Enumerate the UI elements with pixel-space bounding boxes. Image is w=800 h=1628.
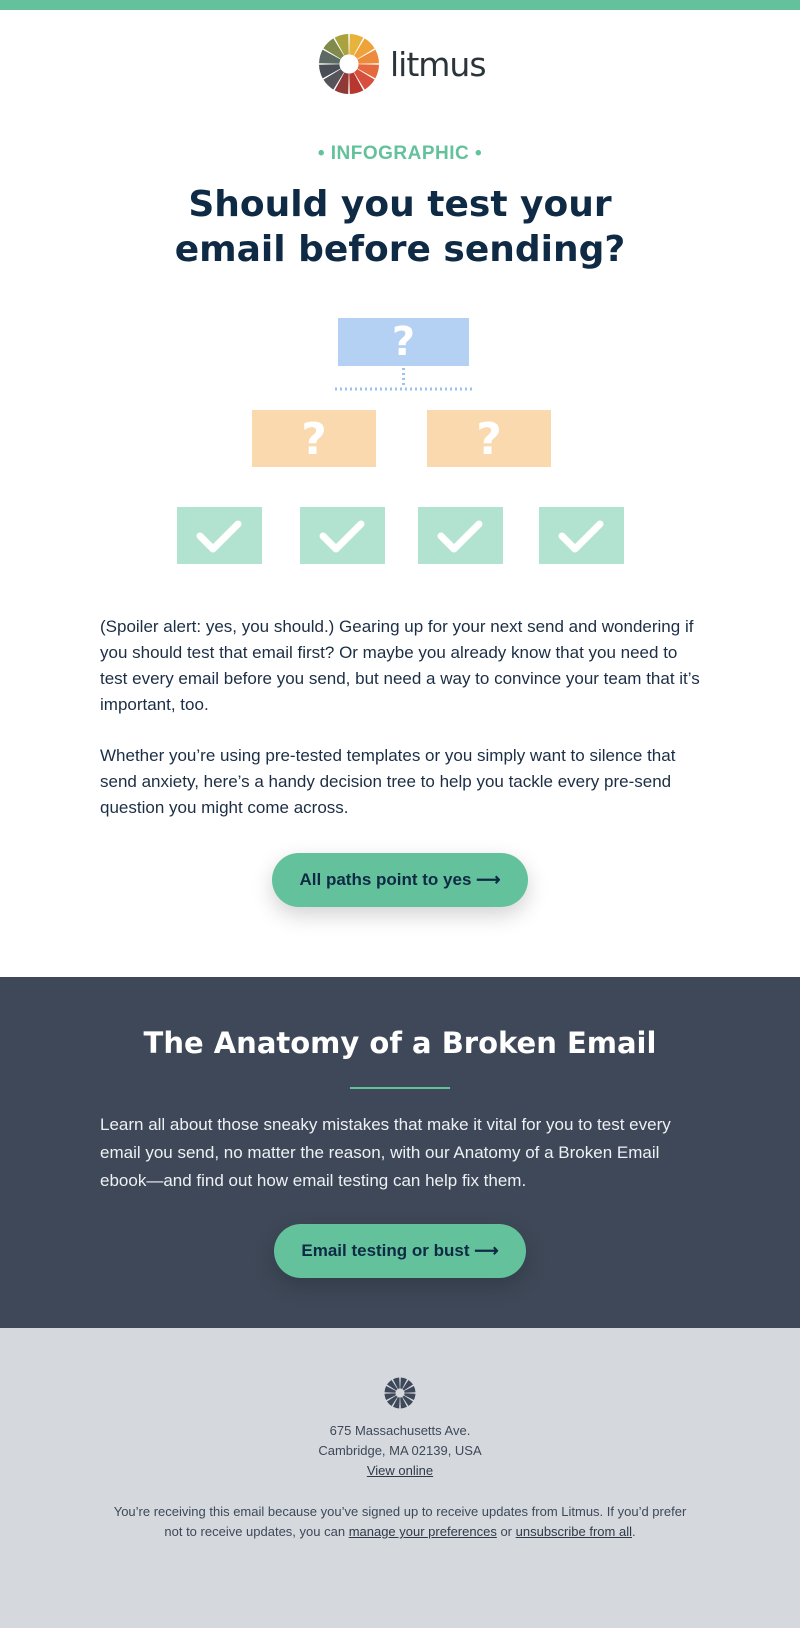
tree-leaf-4 xyxy=(539,507,624,564)
view-online-row xyxy=(0,1463,800,1478)
decision-tree-graphic xyxy=(170,310,630,570)
ebook-title: The Anatomy of a Broken Email xyxy=(143,1026,657,1060)
tree-leaf-3 xyxy=(418,507,503,564)
tree-middle-question-left: ? xyxy=(301,414,327,465)
footer-note-prefix: You’re receiving this email because you’ve signed up to receive updates from Litmus. If you’d prefer not to receive updates, you can xyxy=(113,1504,687,1539)
tree-middle-question-right: ? xyxy=(476,414,502,465)
litmus-logo[interactable] xyxy=(318,33,486,95)
section-kicker: • INFOGRAPHIC • xyxy=(317,143,483,164)
unsubscribe-link[interactable]: unsubscribe from all xyxy=(515,1524,632,1539)
logo-wordmark: litmus xyxy=(390,44,486,84)
manage-preferences-link[interactable]: manage your preferences xyxy=(348,1524,497,1539)
page-title: Should you test your email before sending? xyxy=(174,184,626,270)
top-accent-bar xyxy=(0,0,800,10)
intro-paragraph-1: (Spoiler alert: yes, you should.) Gearing up for your next send and wondering if you should test that email first? Or maybe you already know that you need to test every email before you send, but need a way to convince your team that it’s important, too. xyxy=(100,617,700,714)
email-testing-button[interactable]: Email testing or bust ⟶ xyxy=(274,1224,526,1278)
tree-leaf-2 xyxy=(300,507,385,564)
view-online-link[interactable]: View online xyxy=(366,1463,434,1478)
litmus-footer-icon xyxy=(384,1377,416,1409)
title-divider xyxy=(350,1087,450,1089)
intro-paragraph-2: Whether you’re using pre-tested templates or you simply want to silence that send anxiety, here’s a handy decision tree to help you tackle every pre-send question you might come across. xyxy=(100,746,676,817)
footer-note-middle: or xyxy=(496,1524,516,1539)
footer-note xyxy=(110,1502,690,1542)
address-line-1: 675 Massachusetts Ave. xyxy=(329,1423,471,1438)
footer xyxy=(0,1328,800,1628)
ebook-description: Learn all about those sneaky mistakes that make it vital for you to test every email you send, no matter the reason, with our Anatomy of a Broken Email ebook—and find out how email testing can help fix them. xyxy=(100,1115,671,1190)
all-paths-yes-button[interactable]: All paths point to yes ⟶ xyxy=(272,853,528,907)
address-line-2: Cambridge, MA 02139, USA xyxy=(318,1443,482,1458)
litmus-wheel-icon xyxy=(318,33,380,95)
tree-leaf-1 xyxy=(177,507,262,564)
tree-top-question: ? xyxy=(391,319,416,365)
footer-note-suffix: . xyxy=(631,1524,636,1539)
